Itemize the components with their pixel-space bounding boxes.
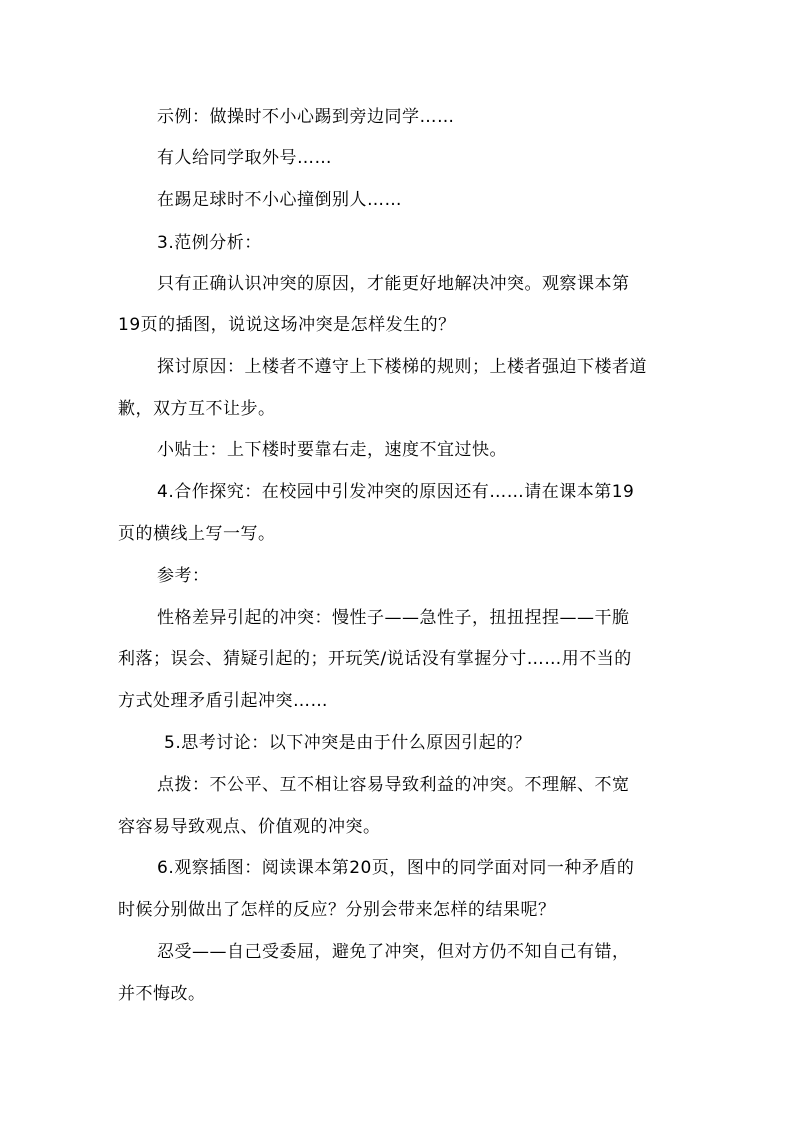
- example-nickname-line: 有人给同学取外号……: [157, 148, 332, 168]
- section-5-heading: 5.思考讨论：以下冲突是由于什么原因引起的？: [164, 733, 532, 753]
- paragraph-line: 点拨：不公平、互不相让容易导致利益的冲突。不理解、不宽: [157, 775, 630, 795]
- paragraph-line: 歉，双方互不让步。: [118, 399, 276, 419]
- paragraph-line: 19页的插图，说说这场冲突是怎样发生的？: [118, 315, 456, 335]
- tip-line: 小贴士：上下楼时要靠右走，速度不宜过快。: [157, 440, 507, 460]
- section-3-heading: 3.范例分析：: [157, 233, 262, 253]
- paragraph-line: 探讨原因：上楼者不遵守上下楼梯的规则；上楼者强迫下楼者道: [157, 357, 647, 377]
- paragraph-line: 并不悔改。: [118, 984, 206, 1004]
- example-football-line: 在踢足球时不小心撞倒别人……: [157, 190, 402, 210]
- paragraph-line: 利落；误会、猜疑引起的；开玩笑/说话没有掌握分寸……用不当的: [118, 649, 632, 669]
- paragraph-line: 性格差异引起的冲突：慢性子——急性子，扭扭捏捏——干脆: [157, 608, 630, 628]
- section-4-heading: 4.合作探究：在校园中引发冲突的原因还有……请在课本第19: [157, 482, 635, 502]
- paragraph-line: 容容易导致观点、价值观的冲突。: [118, 817, 381, 837]
- paragraph-line: 页的横线上写一写。: [118, 524, 276, 544]
- example-line: 示例：做操时不小心踢到旁边同学……: [157, 107, 455, 127]
- paragraph-line: 忍受——自己受委屈，避免了冲突，但对方仍不知自己有错，: [157, 942, 630, 962]
- section-6-heading: 6.观察插图：阅读课本第20页，图中的同学面对同一种矛盾的: [157, 858, 635, 878]
- paragraph-line: 方式处理矛盾引起冲突……: [118, 691, 328, 711]
- reference-label: 参考：: [157, 566, 210, 586]
- paragraph-line: 时候分别做出了怎样的反应？分别会带来怎样的结果呢？: [118, 900, 556, 920]
- paragraph-line: 只有正确认识冲突的原因，才能更好地解决冲突。观察课本第: [157, 274, 630, 294]
